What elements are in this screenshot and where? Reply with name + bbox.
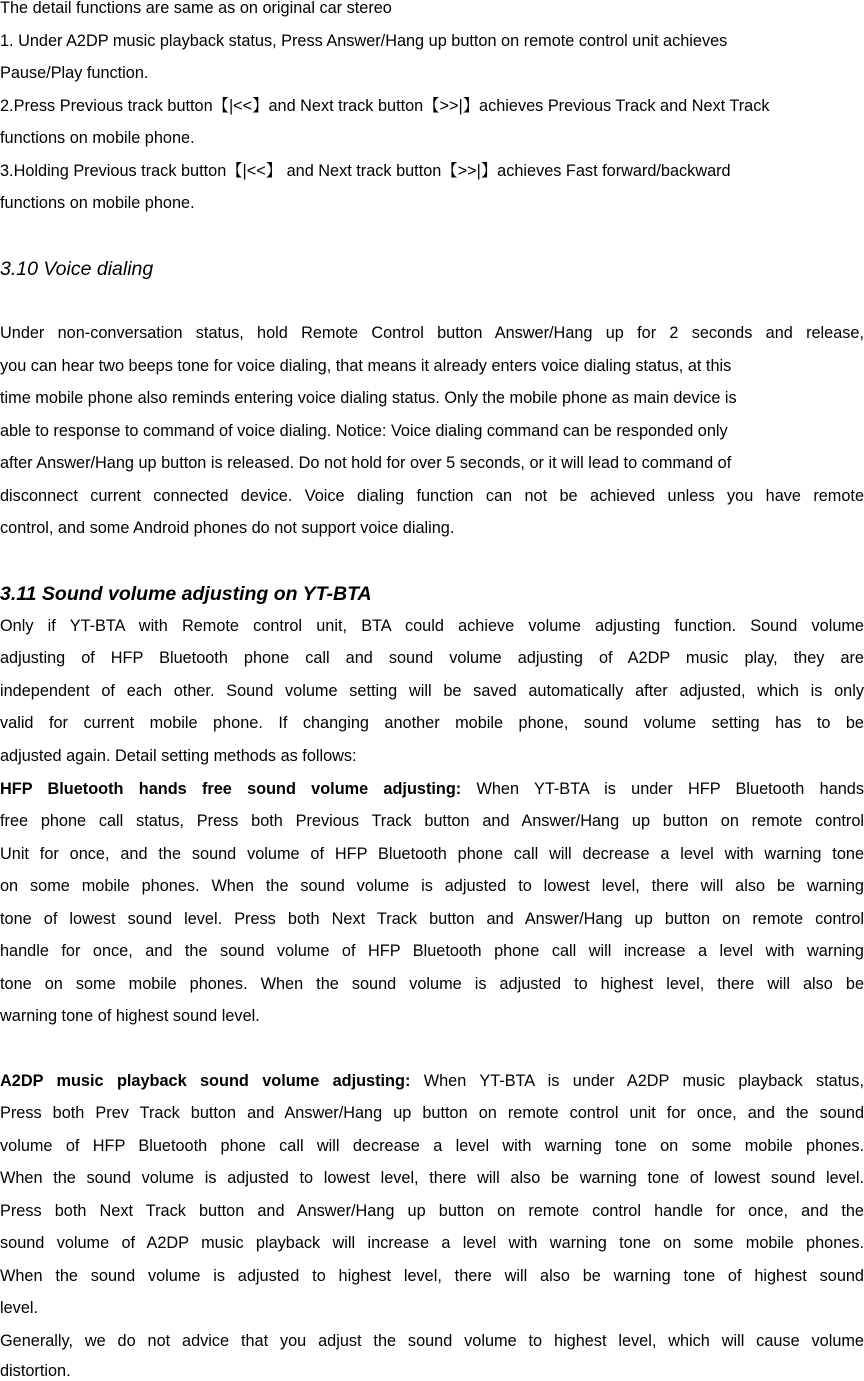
paragraph-line: able to response to command of voice dialing. Notice: Voice dialing command can be responded only xyxy=(0,422,728,440)
paragraph-line: handle for once, and the sound volume of HFP Bluetooth phone call will increase a level with warning xyxy=(0,942,864,960)
a2dp-first-line-text: When YT-BTA is under A2DP music playback status, xyxy=(410,1072,864,1090)
paragraph-line: distortion. xyxy=(0,1362,71,1380)
paragraph-line: time mobile phone also reminds entering voice dialing status. Only the mobile phone as main device is xyxy=(0,389,737,407)
intro-line: 3.Holding Previous track button【|<<】 and Next track button【>>|】achieves Fast forward/backward xyxy=(0,162,731,180)
a2dp-first-line xyxy=(0,1071,864,1091)
section-heading-sound-volume: 3.11 Sound volume adjusting on YT-BTA xyxy=(0,583,372,605)
paragraph-line: sound volume of A2DP music playback will increase a level with warning tone on some mobile phones. xyxy=(0,1234,864,1252)
paragraph-line: Under non-conversation status, hold Remote Control button Answer/Hang up for 2 seconds and release, xyxy=(0,324,864,342)
paragraph-line: level. xyxy=(0,1299,39,1317)
paragraph-line: warning tone of highest sound level. xyxy=(0,1007,260,1025)
paragraph-line: adjusting of HFP Bluetooth phone call and sound volume adjusting of A2DP music play, they are xyxy=(0,649,864,667)
hfp-first-line xyxy=(0,779,864,799)
paragraph-line: control, and some Android phones do not support voice dialing. xyxy=(0,519,455,537)
intro-line: 1. Under A2DP music playback status, Press Answer/Hang up button on remote control unit achieves xyxy=(0,32,728,50)
paragraph-line: Press both Next Track button and Answer/Hang up button on remote control handle for once, and the xyxy=(0,1202,864,1220)
paragraph-line: valid for current mobile phone. If changing another mobile phone, sound volume setting has to be xyxy=(0,714,864,732)
paragraph-line: tone on some mobile phones. When the sound volume is adjusted to highest level, there will also be xyxy=(0,975,864,993)
intro-line: functions on mobile phone. xyxy=(0,129,195,147)
paragraph-line: disconnect current connected device. Voice dialing function can not be achieved unless you have remote xyxy=(0,487,864,505)
paragraph-line: Unit for once, and the sound volume of HFP Bluetooth phone call will decrease a level with warning tone xyxy=(0,845,864,863)
paragraph-line: Generally, we do not advice that you adjust the sound volume to highest level, which will cause volume xyxy=(0,1332,864,1350)
paragraph-line: Press both Prev Track button and Answer/Hang up button on remote control unit for once, and the sound xyxy=(0,1104,864,1122)
paragraph-line: free phone call status, Press both Previous Track button and Answer/Hang up button on remote control xyxy=(0,812,864,830)
hfp-label: HFP Bluetooth hands free sound volume adjusting: xyxy=(0,780,462,798)
paragraph-line: When the sound volume is adjusted to lowest level, there will also be warning tone of lowest sound level. xyxy=(0,1169,864,1187)
paragraph-line: tone of lowest sound level. Press both Next Track button and Answer/Hang up button on remote control xyxy=(0,910,864,928)
a2dp-label: A2DP music playback sound volume adjusting: xyxy=(0,1072,411,1090)
paragraph-line: after Answer/Hang up button is released. Do not hold for over 5 seconds, or it will lead to command of xyxy=(0,454,732,472)
hfp-first-line-text: When YT-BTA is under HFP Bluetooth hands xyxy=(461,780,864,798)
intro-line: 2.Press Previous track button【|<<】and Next track button【>>|】achieves Previous Track and Next Track xyxy=(0,97,770,115)
paragraph-line: you can hear two beeps tone for voice dialing, that means it already enters voice dialing status, at this xyxy=(0,357,732,375)
paragraph-line: Only if YT-BTA with Remote control unit, BTA could achieve volume adjusting function. Sound volume xyxy=(0,617,864,635)
paragraph-line: volume of HFP Bluetooth phone call will decrease a level with warning tone on some mobile phones. xyxy=(0,1137,864,1155)
paragraph-line: independent of each other. Sound volume setting will be saved automatically after adjusted, which is only xyxy=(0,682,864,700)
paragraph-line: When the sound volume is adjusted to highest level, there will also be warning tone of highest sound xyxy=(0,1267,864,1285)
intro-line: Pause/Play function. xyxy=(0,64,149,82)
intro-line: The detail functions are same as on original car stereo xyxy=(0,0,392,17)
intro-line: functions on mobile phone. xyxy=(0,194,195,212)
paragraph-line: adjusted again. Detail setting methods as follows: xyxy=(0,747,357,765)
paragraph-line: on some mobile phones. When the sound volume is adjusted to lowest level, there will also be warning xyxy=(0,877,864,895)
section-heading-voice-dialing: 3.10 Voice dialing xyxy=(0,258,154,280)
